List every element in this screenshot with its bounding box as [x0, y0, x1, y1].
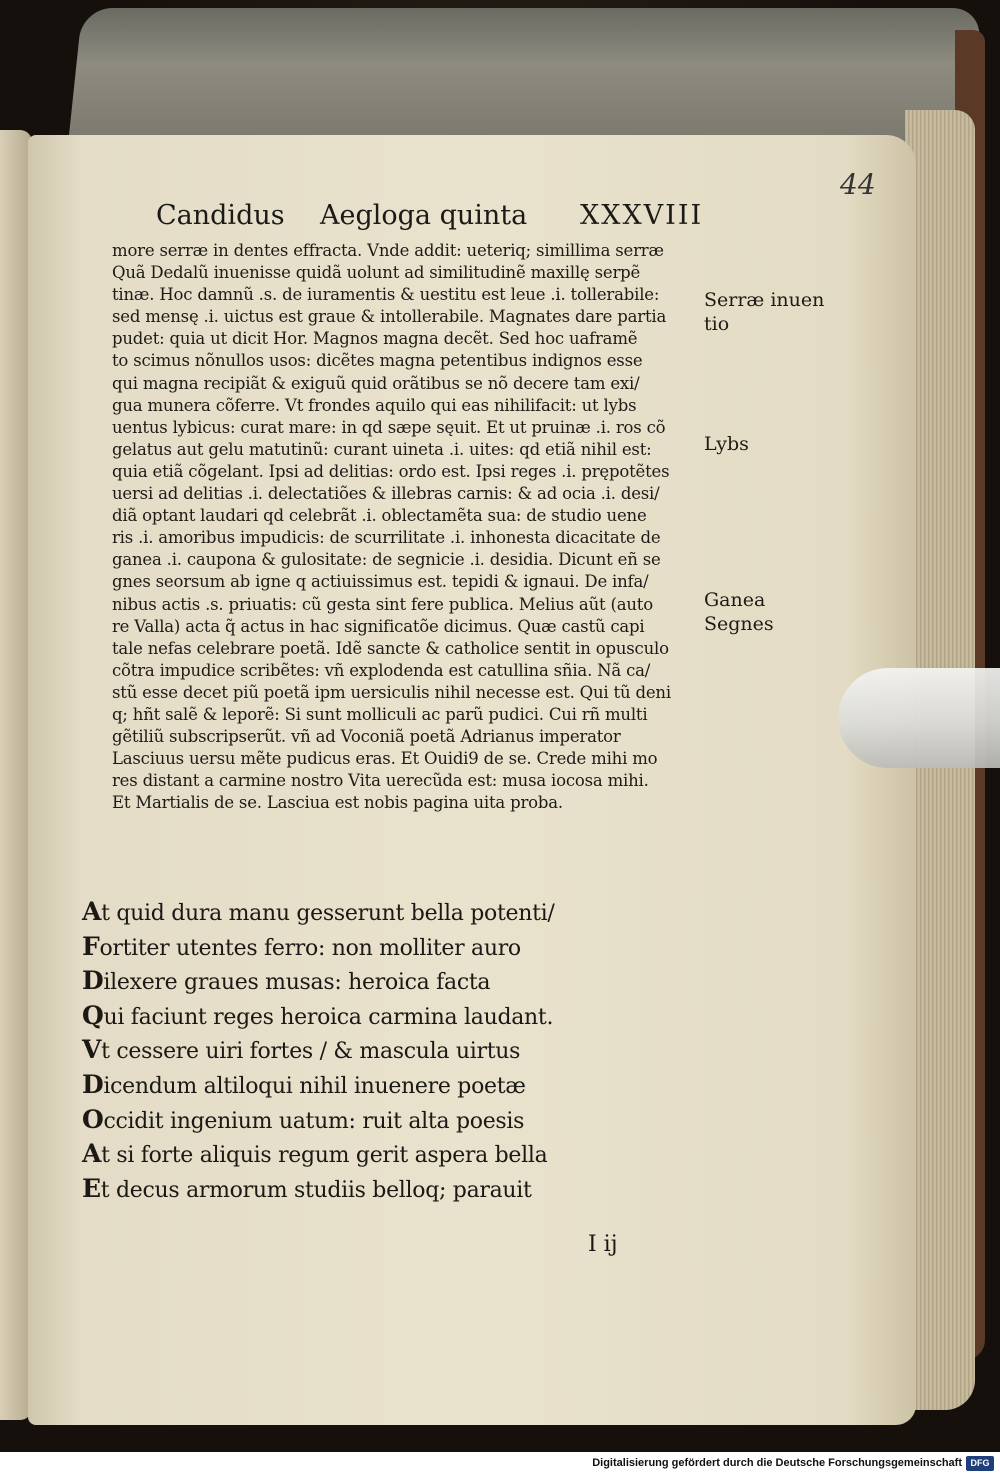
verse-rest: ui faciunt reges heroica carmina laudant. — [103, 1004, 554, 1030]
prose-line: re Valla) acta q̃ actus in hac significatõe dicimus. Quæ castũ capi — [112, 616, 645, 636]
prose-line: gelatus aut gelu matutinũ: curant uineta .i. uites: qd etiã nihil est: — [112, 439, 652, 459]
verse-line — [82, 930, 702, 965]
prose-line: uersi ad delitias .i. delectatiões & illebras carnis: & ad ocia .i. desi/ — [112, 484, 660, 504]
verse-line — [82, 1172, 702, 1207]
prose-line: gua munera cõferre. Vt frondes aquilo qui eas nihilifacit: ut lybs — [112, 395, 637, 415]
prose-line: Et Martialis de se. Lasciua est nobis pagina uita proba. — [112, 793, 563, 813]
prose-line: to scimus nõnullos usos: dicẽtes magna petentibus indignos esse — [112, 351, 643, 371]
verse-rest: ortiter utentes ferro: non molliter auro — [99, 935, 521, 961]
verse-initial: O — [82, 1104, 104, 1134]
prose-line: tale nefas celebrare poetã. Idẽ sancte & catholice sentit in opusculo — [112, 638, 669, 658]
prose-line: gnes seorsum ab igne q actiuissimus est. tepidi & ignaui. De infa/ — [112, 572, 649, 592]
verse-initial: V — [82, 1035, 102, 1065]
verse-initial: D — [82, 1069, 104, 1099]
running-head-left: Candidus — [156, 200, 285, 231]
prose-line: uentus lybicus: curat mare: in qd sæpe sęuit. Et ut pruinæ .i. ros cõ — [112, 417, 666, 437]
verse-line — [82, 1033, 702, 1068]
prose-line: stũ esse decet piũ poetã ipm uersiculis nihil necesse est. Qui tũ deni — [112, 682, 671, 702]
prose-line: tinæ. Hoc damnũ .s. de iuramentis & uestitu est leue .i. tollerabile: — [112, 285, 660, 305]
verse-rest: t si forte aliquis regum gerit aspera bella — [101, 1143, 548, 1169]
prose-line: sed mensę .i. uictus est graue & intollerabile. Magnates dare partia — [112, 307, 667, 327]
marginal-note-line: Ganea — [704, 589, 766, 611]
verse-initial: Q — [82, 1000, 104, 1030]
prose-line: ris .i. amoribus impudicis: de scurrilitate .i. inhonesta dicacitate de — [112, 528, 661, 548]
verse-rest: t cessere uiri fortes / & mascula uirtus — [101, 1039, 521, 1065]
prose-line: res distant a carmine nostro Vita uerecũda est: musa iocosa mihi. — [112, 771, 649, 791]
signature-mark: I ij — [588, 1232, 618, 1257]
prose-line: ganea .i. caupona & gulositate: de segnicie .i. desidia. Dicunt eñ se — [112, 550, 661, 570]
verse-initial: A — [82, 897, 102, 926]
prose-line: quia etiã cõgelant. Ipsi ad delitias: ordo est. Ipsi reges .i. prępotẽtes — [112, 461, 670, 481]
verse-line — [82, 895, 702, 930]
running-head-center: Aegloga quinta — [320, 200, 528, 231]
commentary-text — [112, 240, 712, 814]
marginal-note-line: Segnes — [704, 613, 774, 635]
verse-rest: t quid dura manu gesserunt bella potenti/ — [101, 901, 555, 926]
verse-line — [82, 999, 702, 1034]
prose-line: gẽtiliũ subscripserũt. vñ ad Voconiã poetã Adrianus imperator — [112, 727, 621, 747]
verse-rest: ccidit ingenium uatum: ruit alta poesis — [103, 1108, 525, 1134]
marginal-note-lybs — [704, 432, 749, 456]
marginal-note-line: Lybs — [704, 433, 749, 455]
running-head-right: XXXVIII — [580, 200, 704, 231]
marginal-note-serrae — [704, 288, 824, 336]
prose-line: qui magna recipiãt & exiguũ quid orãtibus se nõ decere tam exi/ — [112, 373, 640, 393]
verse-initial: E — [82, 1173, 101, 1203]
verse-initial: A — [82, 1139, 102, 1169]
verse-line — [82, 964, 702, 999]
page-clip — [838, 668, 1000, 768]
prose-line: pudet: quia ut dicit Hor. Magnos magna decẽt. Sed hoc uaframẽ — [112, 329, 638, 349]
prose-line: Quã Dedalũ inuenisse quidã uolunt ad similitudinẽ maxillę serpẽ — [112, 263, 641, 283]
footer-credit: Digitalisierung gefördert durch die Deutsche Forschungsgemeinschaft — [592, 1457, 962, 1469]
marginal-note-line: Serræ inuen — [704, 289, 825, 311]
verse-line — [82, 1068, 702, 1103]
verse-initial: D — [82, 966, 104, 996]
dfg-logo: DFG — [966, 1456, 994, 1471]
prose-line: diã optant laudari qd celebrãt .i. oblectamẽta sua: de studio uene — [112, 506, 647, 526]
marginal-note-ganea — [704, 588, 774, 636]
verse-text — [82, 895, 702, 1206]
verse-rest: t decus armorum studiis belloq; parauit — [100, 1177, 532, 1203]
marginal-note-line: tio — [704, 313, 730, 335]
prose-line: Lasciuus uersu mẽte pudicus eras. Et Ouidi9 de se. Crede mihi mo — [112, 749, 658, 769]
verse-rest: icendum altiloqui nihil inuenere poetæ — [103, 1073, 526, 1099]
verse-line — [82, 1103, 702, 1138]
verse-initial: F — [82, 931, 100, 961]
prose-line: cõtra impudice scribẽtes: vñ explodenda est catullina sñia. Nã ca/ — [112, 660, 651, 680]
prose-line: more serræ in dentes effracta. Vnde addit: ueteriq; simillima serræ — [112, 241, 664, 260]
prose-line: nibus actis .s. priuatis: cũ gesta sint fere publica. Melius aũt (auto — [112, 594, 653, 614]
book-top-edge — [68, 8, 983, 148]
footer-bar — [0, 1452, 1000, 1476]
verse-line — [82, 1137, 702, 1172]
folio-number: 44 — [840, 168, 876, 201]
verse-rest: ilexere graues musas: heroica facta — [103, 970, 491, 996]
prose-line: q; hñt salẽ & leporẽ: Si sunt molliculi ac parũ pudici. Cui rñ multi — [112, 704, 648, 724]
